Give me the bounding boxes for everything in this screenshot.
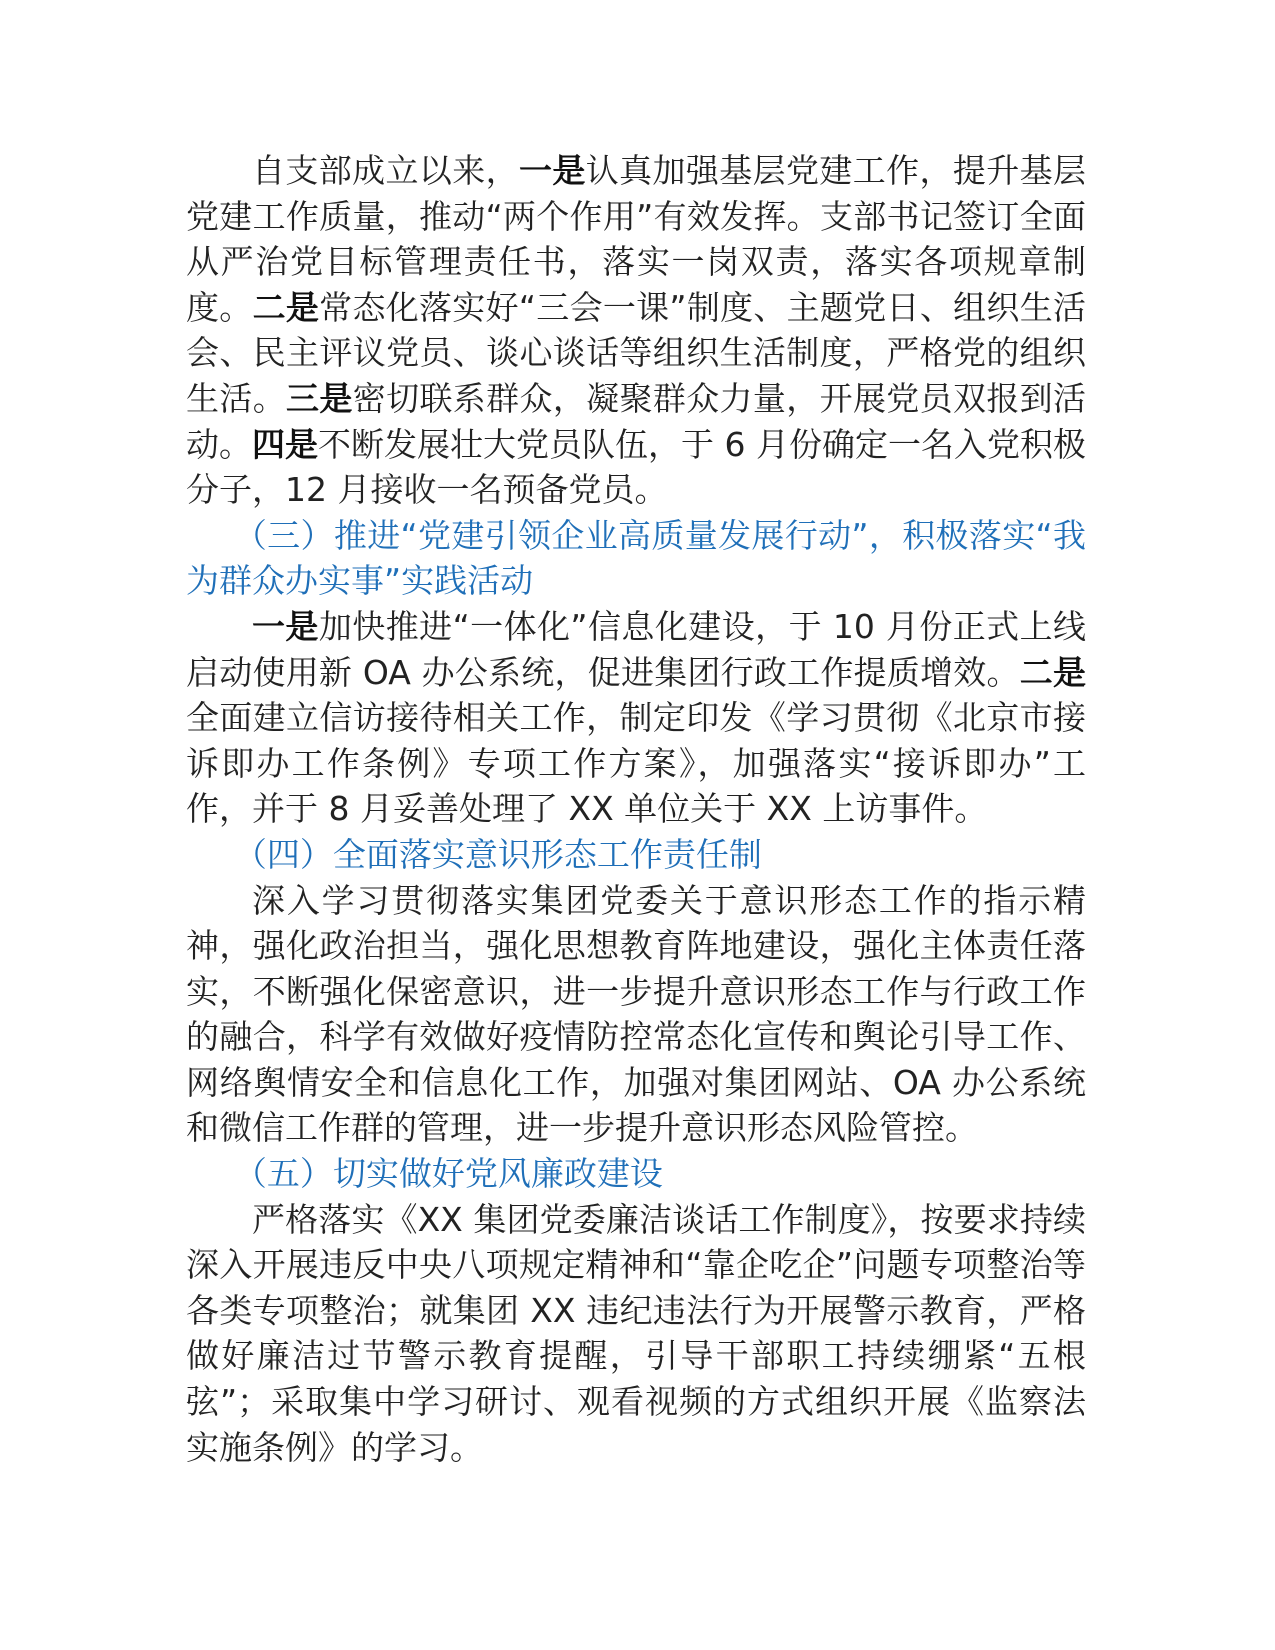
bold-marker: 二是 [252,287,320,327]
section-heading-4: （四）全面落实意识形态工作责任制 [233,834,762,874]
section-heading-5: （五）切实做好党风廉政建设 [233,1154,663,1194]
section-heading-3: （三）推进“党建引领企业高质量发展行动”，积极落实“我为群众办实事”实践活动 [186,515,1086,601]
text-run: 全面建立信访接待相关工作，制定印发《学习贯彻《北京市接诉即办工作条例》专项工作方案》，加强落实“接诉即办”工作，并于 8 月妥善处理了 XX 单位关于 XX 上访事件。 [186,698,1086,829]
paragraph-party-building [186,148,1086,513]
text-run: 自支部成立以来， [252,151,519,190]
bold-marker: 一是 [252,606,319,646]
paragraph-integrity: 严格落实《XX 集团党委廉洁谈话工作制度》，按要求持续深入开展违反中央八项规定精神和“靠企吃企”问题专项整治等各类专项整治；就集团 XX 违纪违法行为开展警示教育，严格做好廉洁过节警示教育提醒，引导干部职工持续绷紧“五根弦”；采取集中学习研讨、观看视频的方式组织开展《监察法实施条例》的学习。 [186,1199,1086,1467]
paragraph-practice-activities [186,604,1086,832]
document-body [186,148,1086,1470]
text-run: 密切联系群众，凝聚群众力量，开展党员双报到活动。 [186,378,1087,464]
text-run: 常态化落实好“三会一课”制度、主题党日、组织生活会、民主评议党员、谈心谈话等组织生活制度，严格党的组织生活。 [186,287,1086,418]
bold-marker: 三是 [286,378,353,418]
bold-marker: 一是 [519,151,586,190]
paragraph-ideology: 深入学习贯彻落实集团党委关于意识形态工作的指示精神，强化政治担当，强化思想教育阵地建设，强化主体责任落实，不断强化保密意识，进一步提升意识形态工作与行政工作的融合，科学有效做好疫情防控常态化宣传和舆论引导工作、网络舆情安全和信息化工作，加强对集团网站、OA 办公系统和微信工作群的管理，进一步提升意识形态风险管控。 [186,880,1086,1148]
text-run: 不断发展壮大党员队伍，于 6 月份确定一名入党积极分子，12 月接收一名预备党员。 [186,424,1087,510]
text-run: 加快推进“一体化”信息化建设，于 10 月份正式上线启动使用新 OA 办公系统，促进集团行政工作提质增效。 [186,606,1086,692]
bold-marker: 四是 [252,424,319,464]
text-run: 认真加强基层党建工作，提升基层党建工作质量，推动“两个作用”有效发挥。支部书记签订全面从严治党目标管理责任书，落实一岗双责，落实各项规章制度。 [186,151,1086,327]
bold-marker: 二是 [1019,652,1086,692]
